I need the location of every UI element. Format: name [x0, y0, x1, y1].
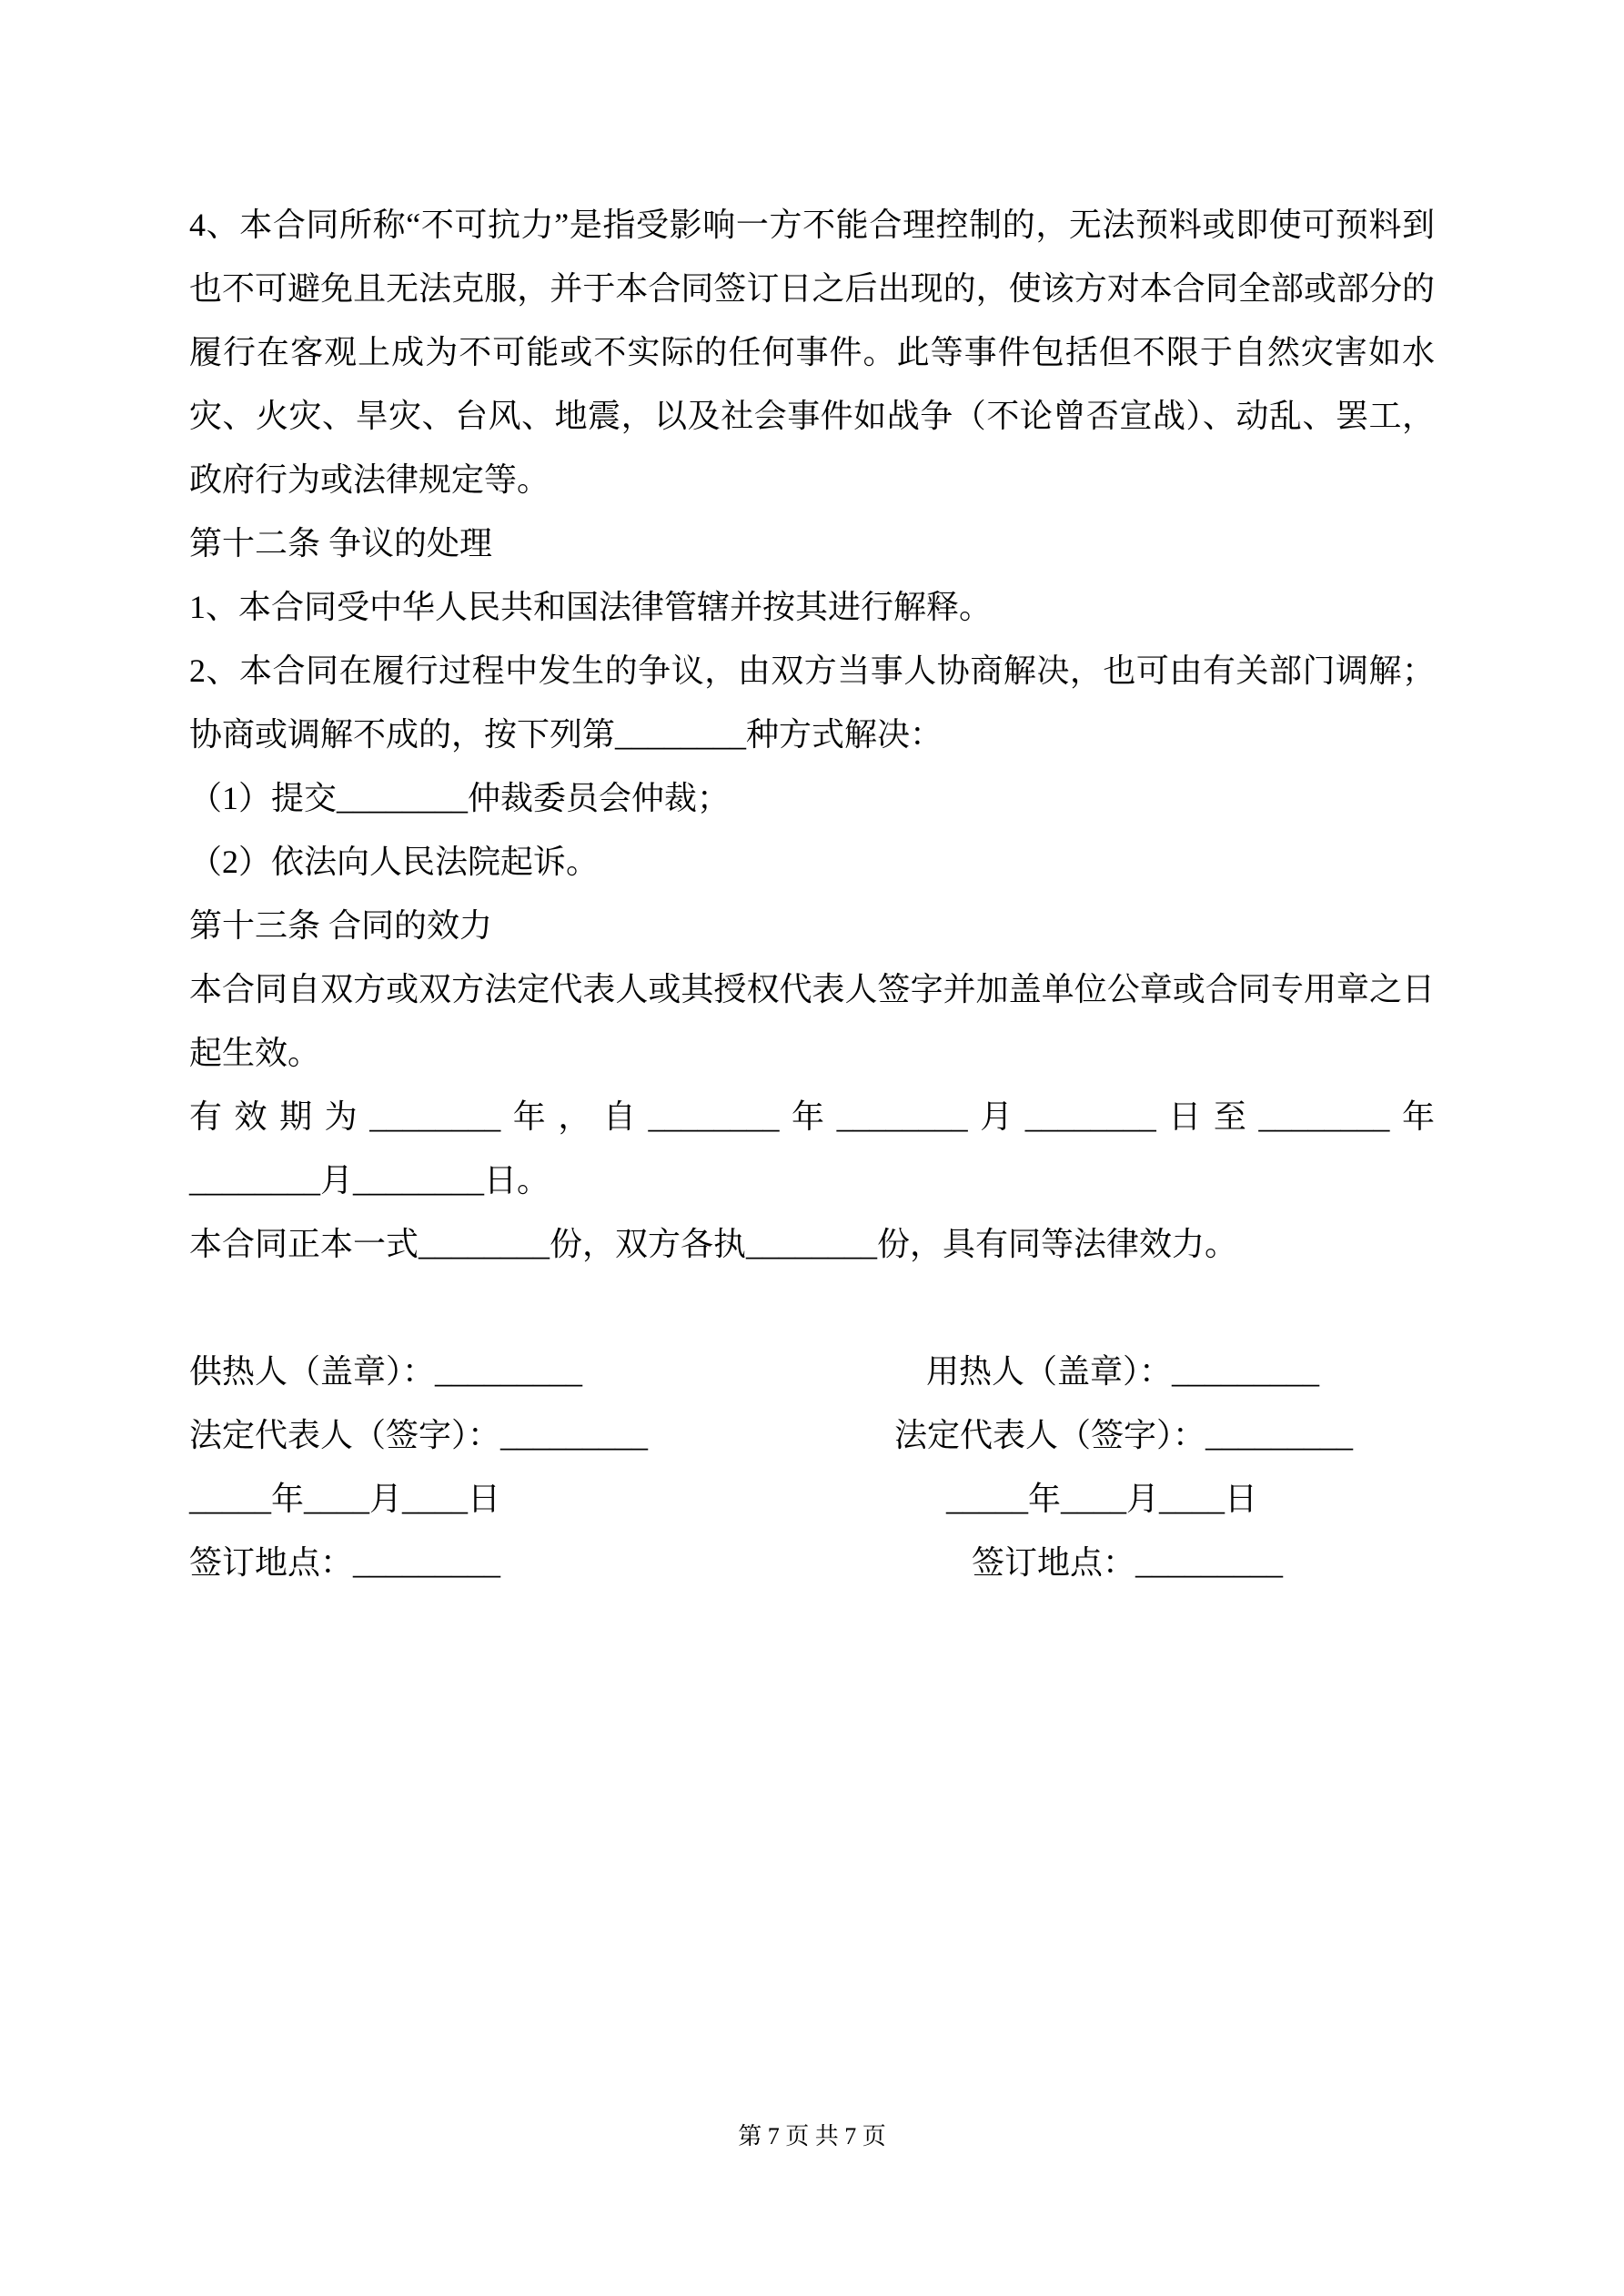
- page-number: 第 7 页 共 7 页: [738, 2123, 886, 2149]
- contract-body: [189, 193, 1435, 1276]
- consumer-representative-line: 法定代表人（签字）：_________: [894, 1417, 1354, 1453]
- supplier-seal-line: 供热人（盖章）：_________: [189, 1353, 583, 1390]
- heading-article-12: 第十二条 争议的处理: [189, 525, 493, 561]
- clause-validity-period-line-2: ________月________日。: [189, 1162, 550, 1199]
- signature-row-representative: [189, 1403, 1435, 1467]
- supplier-signing-place-line: 签订地点：_________: [189, 1544, 501, 1581]
- clause-12-item-1: 1、本合同受中华人民共和国法律管辖并按其进行解释。: [189, 589, 993, 625]
- consumer-date-line: _____年____月____日: [946, 1481, 1257, 1517]
- heading-article-13: 第十三条 合同的效力: [189, 907, 493, 944]
- consumer-seal-line: 用热人（盖章）：_________: [926, 1353, 1320, 1390]
- clause-12-option-arbitration: （1）提交________仲裁委员会仲裁；: [189, 780, 731, 816]
- clause-12-option-court: （2）依法向人民法院起诉。: [189, 844, 600, 880]
- clause-12-item-2: 2、本合同在履行过程中发生的争议，由双方当事人协商解决，也可由有关部门调解；协商或调解不成的，按下列第________种方式解决：: [189, 652, 1435, 753]
- signature-row-date: [189, 1467, 1435, 1531]
- supplier-representative-line: 法定代表人（签字）：_________: [189, 1417, 649, 1453]
- clause-13-effective-date: 本合同自双方或双方法定代表人或其授权代表人签字并加盖单位公章或合同专用章之日起生效。: [189, 971, 1435, 1071]
- signature-row-seal: [189, 1340, 1435, 1403]
- signature-block: [189, 1340, 1435, 1594]
- consumer-signing-place-line: 签订地点：_________: [972, 1544, 1284, 1581]
- supplier-date-line: _____年____月____日: [189, 1481, 500, 1517]
- clause-force-majeure-definition: 4、本合同所称“不可抗力”是指受影响一方不能合理控制的，无法预料或即使可预料到也不可避免且无法克服，并于本合同签订日之后出现的，使该方对本合同全部或部分的履行在客观上成为不可能或不实际的任何事件。此等事件包括但不限于自然灾害如水灾、火灾、旱灾、台风、地震，以及社会事件如战争（不论曾否宣战）、动乱、罢工，政府行为或法律规定等。: [189, 207, 1435, 498]
- clause-validity-period-line-1: 有效期为________年，自________年________月________日至________年: [189, 1098, 1435, 1135]
- clause-counterparts: 本合同正本一式________份，双方各执________份，具有同等法律效力。: [189, 1226, 1238, 1262]
- signature-row-place: [189, 1531, 1435, 1594]
